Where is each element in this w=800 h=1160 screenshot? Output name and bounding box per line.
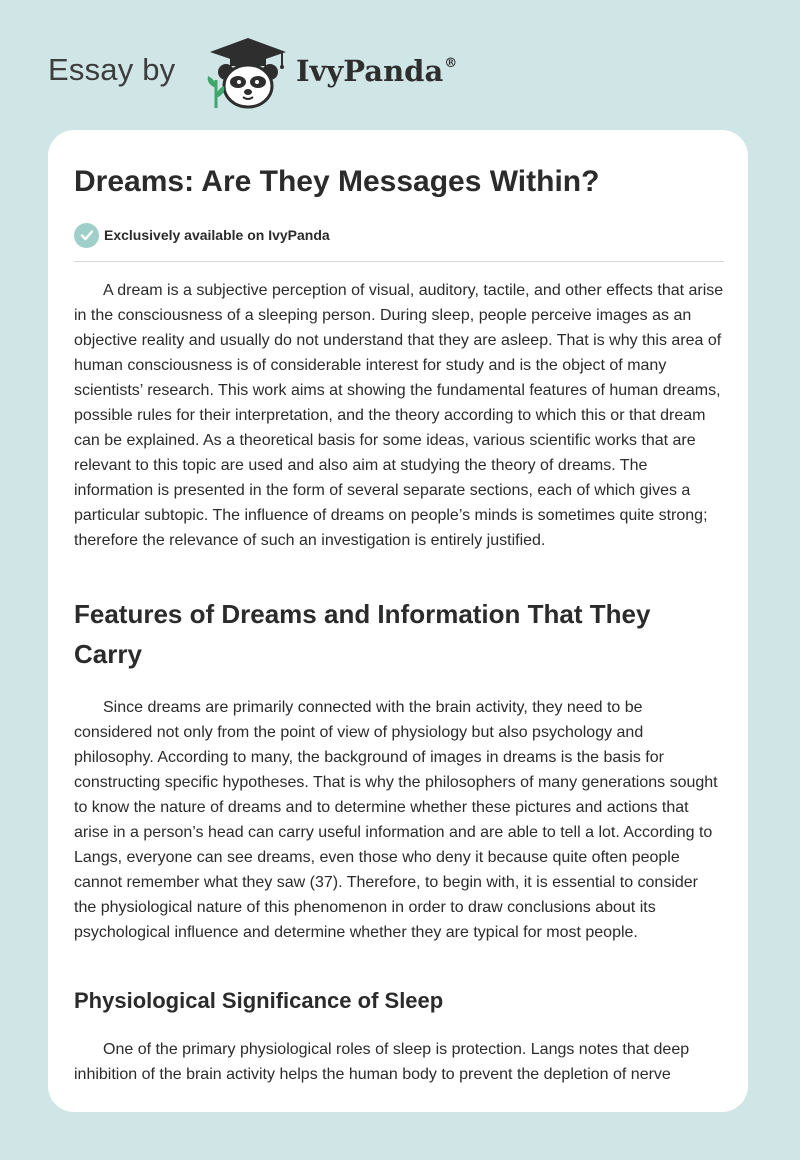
subsection-heading-physiological: Physiological Significance of Sleep: [74, 988, 444, 1013]
essay-by-label: Essay by: [48, 52, 176, 87]
brand-logo-text[interactable]: [296, 54, 457, 88]
features-paragraph: Since dreams are primarily connected with the brain activity, they need to be considered not only from the point of view of physiology but also psychology and philosophy. According to many, the background of images in dreams is the basis for constructing specific hypotheses. That is why the philosophers of many generations sought to know the nature of dreams and to determine whether these pictures and actions that arise in a person’s head can carry useful information and are able to tell a lot. According to Langs, everyone can see dreams, even those who deny it because quite often people cannot remember what they saw (37). Therefore, to begin with, it is essential to consider the physiological nature of this phenomenon in order to draw conclusions about its psychological influence and determine whether they are typical for most people.: [74, 699, 718, 941]
essay-card: [48, 130, 748, 1112]
check-icon: [74, 223, 99, 248]
essay-title: Dreams: Are They Messages Within?: [74, 165, 600, 198]
title-divider: [74, 261, 724, 262]
registered-mark: ®: [444, 56, 458, 71]
panda-logo-icon[interactable]: [204, 36, 292, 110]
brand-name: IvyPanda: [296, 54, 444, 88]
physiological-paragraph: One of the primary physiological roles of sleep is protection. Langs notes that deep inhibition of the brain activity helps the human body to prevent the depletion of nerve: [74, 1041, 690, 1083]
intro-paragraph: A dream is a subjective perception of visual, auditory, tactile, and other effects that arise in the consciousness of a sleeping person. During sleep, people perceive images as an objective reality and usually do not understand that they are asleep. That is why this area of human consciousness is of considerable interest for study and is the object of many scientists’ research. This work aims at showing the fundamental features of human dreams, possible rules for their interpretation, and the theory according to which this or that dream can be explained. As a theoretical basis for some ideas, various scientific works that are relevant to this topic are used and also aim at studying the theory of dreams. The information is presented in the form of several separate sections, each of which gives a particular subtopic. The influence of dreams on people’s minds is sometimes quite strong; therefore the relevance of such an investigation is entirely justified.: [74, 282, 724, 549]
exclusive-badge-label: Exclusively available on IvyPanda: [104, 227, 330, 243]
exclusive-badge: [74, 222, 330, 248]
site-header: [48, 30, 648, 110]
section-heading-features: Features of Dreams and Information That They Carry: [74, 599, 651, 669]
